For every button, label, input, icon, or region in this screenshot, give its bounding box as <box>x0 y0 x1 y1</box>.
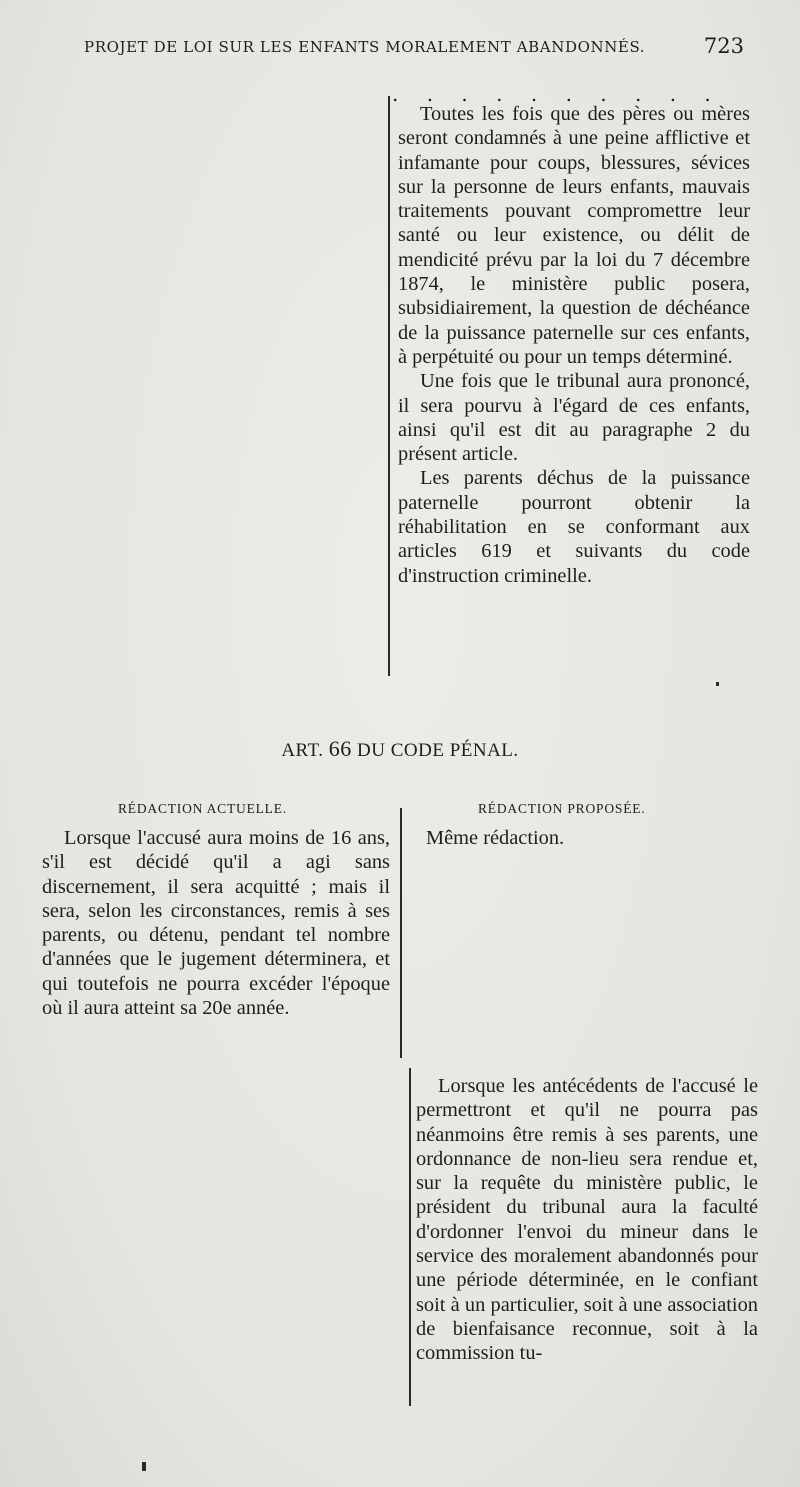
paragraph: Les parents déchus de la puissance paternelle pourront obtenir la réhabilitation en se conformant aux articles 619 et suivants du code d'instruction criminelle. <box>398 467 750 587</box>
header-title: PROJET DE LOI SUR LES ENFANTS MORALEMENT ABANDONNÉS. <box>84 38 646 56</box>
ink-speck <box>142 1462 146 1471</box>
running-header <box>84 34 744 62</box>
article-suffix: DU CODE PÉNAL. <box>357 740 519 761</box>
right-column-first <box>404 826 754 850</box>
right-column-heading: RÉDACTION PROPOSÉE. <box>478 801 646 816</box>
left-column-heading: RÉDACTION ACTUELLE. <box>118 801 287 816</box>
paragraph: Lorsque les antécédents de l'accusé le permettront et qu'il ne pourra pas néanmoins être remis à ses parents, une ordonnance de non-lieu sera rendue et, sur la requête du ministère public, le président du tribunal aura la faculté d'ordonner l'envoi du mineur dans le service des moralement abandonnés pour une période déterminée, en le confiant soit à un particulier, soit à une association de bienfaisance reconnue, soit à la commission tu- <box>416 1075 758 1365</box>
upper-right-text <box>398 102 750 588</box>
column-rule-top <box>388 96 390 676</box>
paragraph: Une fois que le tribunal aura prononcé, il sera pourvu à l'égard de ces enfants, ainsi qu'il est dit au paragraphe 2 du présent article. <box>398 370 750 466</box>
article-prefix: ART. <box>281 740 324 761</box>
article-number: 66 <box>328 736 352 761</box>
article-heading <box>0 736 800 762</box>
column-rule-bottom <box>400 808 402 1058</box>
page-number: 723 <box>703 34 744 58</box>
ellipsis-line: . . . . . . . . . . <box>392 82 722 106</box>
column-rule-bottom-2 <box>409 1068 411 1406</box>
right-column-second <box>416 1074 758 1366</box>
paragraph: Lorsque l'accusé aura moins de 16 ans, s'il est décidé qu'il a agi sans discernement, il sera acquitté ; mais il sera, selon les circonstances, remis à ses parents, ou détenu, pendant tel nombre d'années que le jugement déterminera, et qui toutefois ne pourra excéder l'époque où il aura atteint sa 20e année. <box>42 827 390 1020</box>
left-column-text <box>42 826 390 1020</box>
ink-speck <box>716 682 719 686</box>
paragraph: Même rédaction. <box>426 827 565 849</box>
paragraph: Toutes les fois que des pères ou mères seront condamnés à une peine afflictive et infamante pour coups, blessures, sévices sur la personne de leurs enfants, mauvais traitements pouvant compromettre leur santé ou leur existence, ou délit de mendicité prévu par la loi du 7 décembre 1874, le ministère public posera, subsidiairement, la question de déchéance de la puissance paternelle sur ces enfants, à perpétuité ou pour un temps déterminé. <box>398 103 750 368</box>
